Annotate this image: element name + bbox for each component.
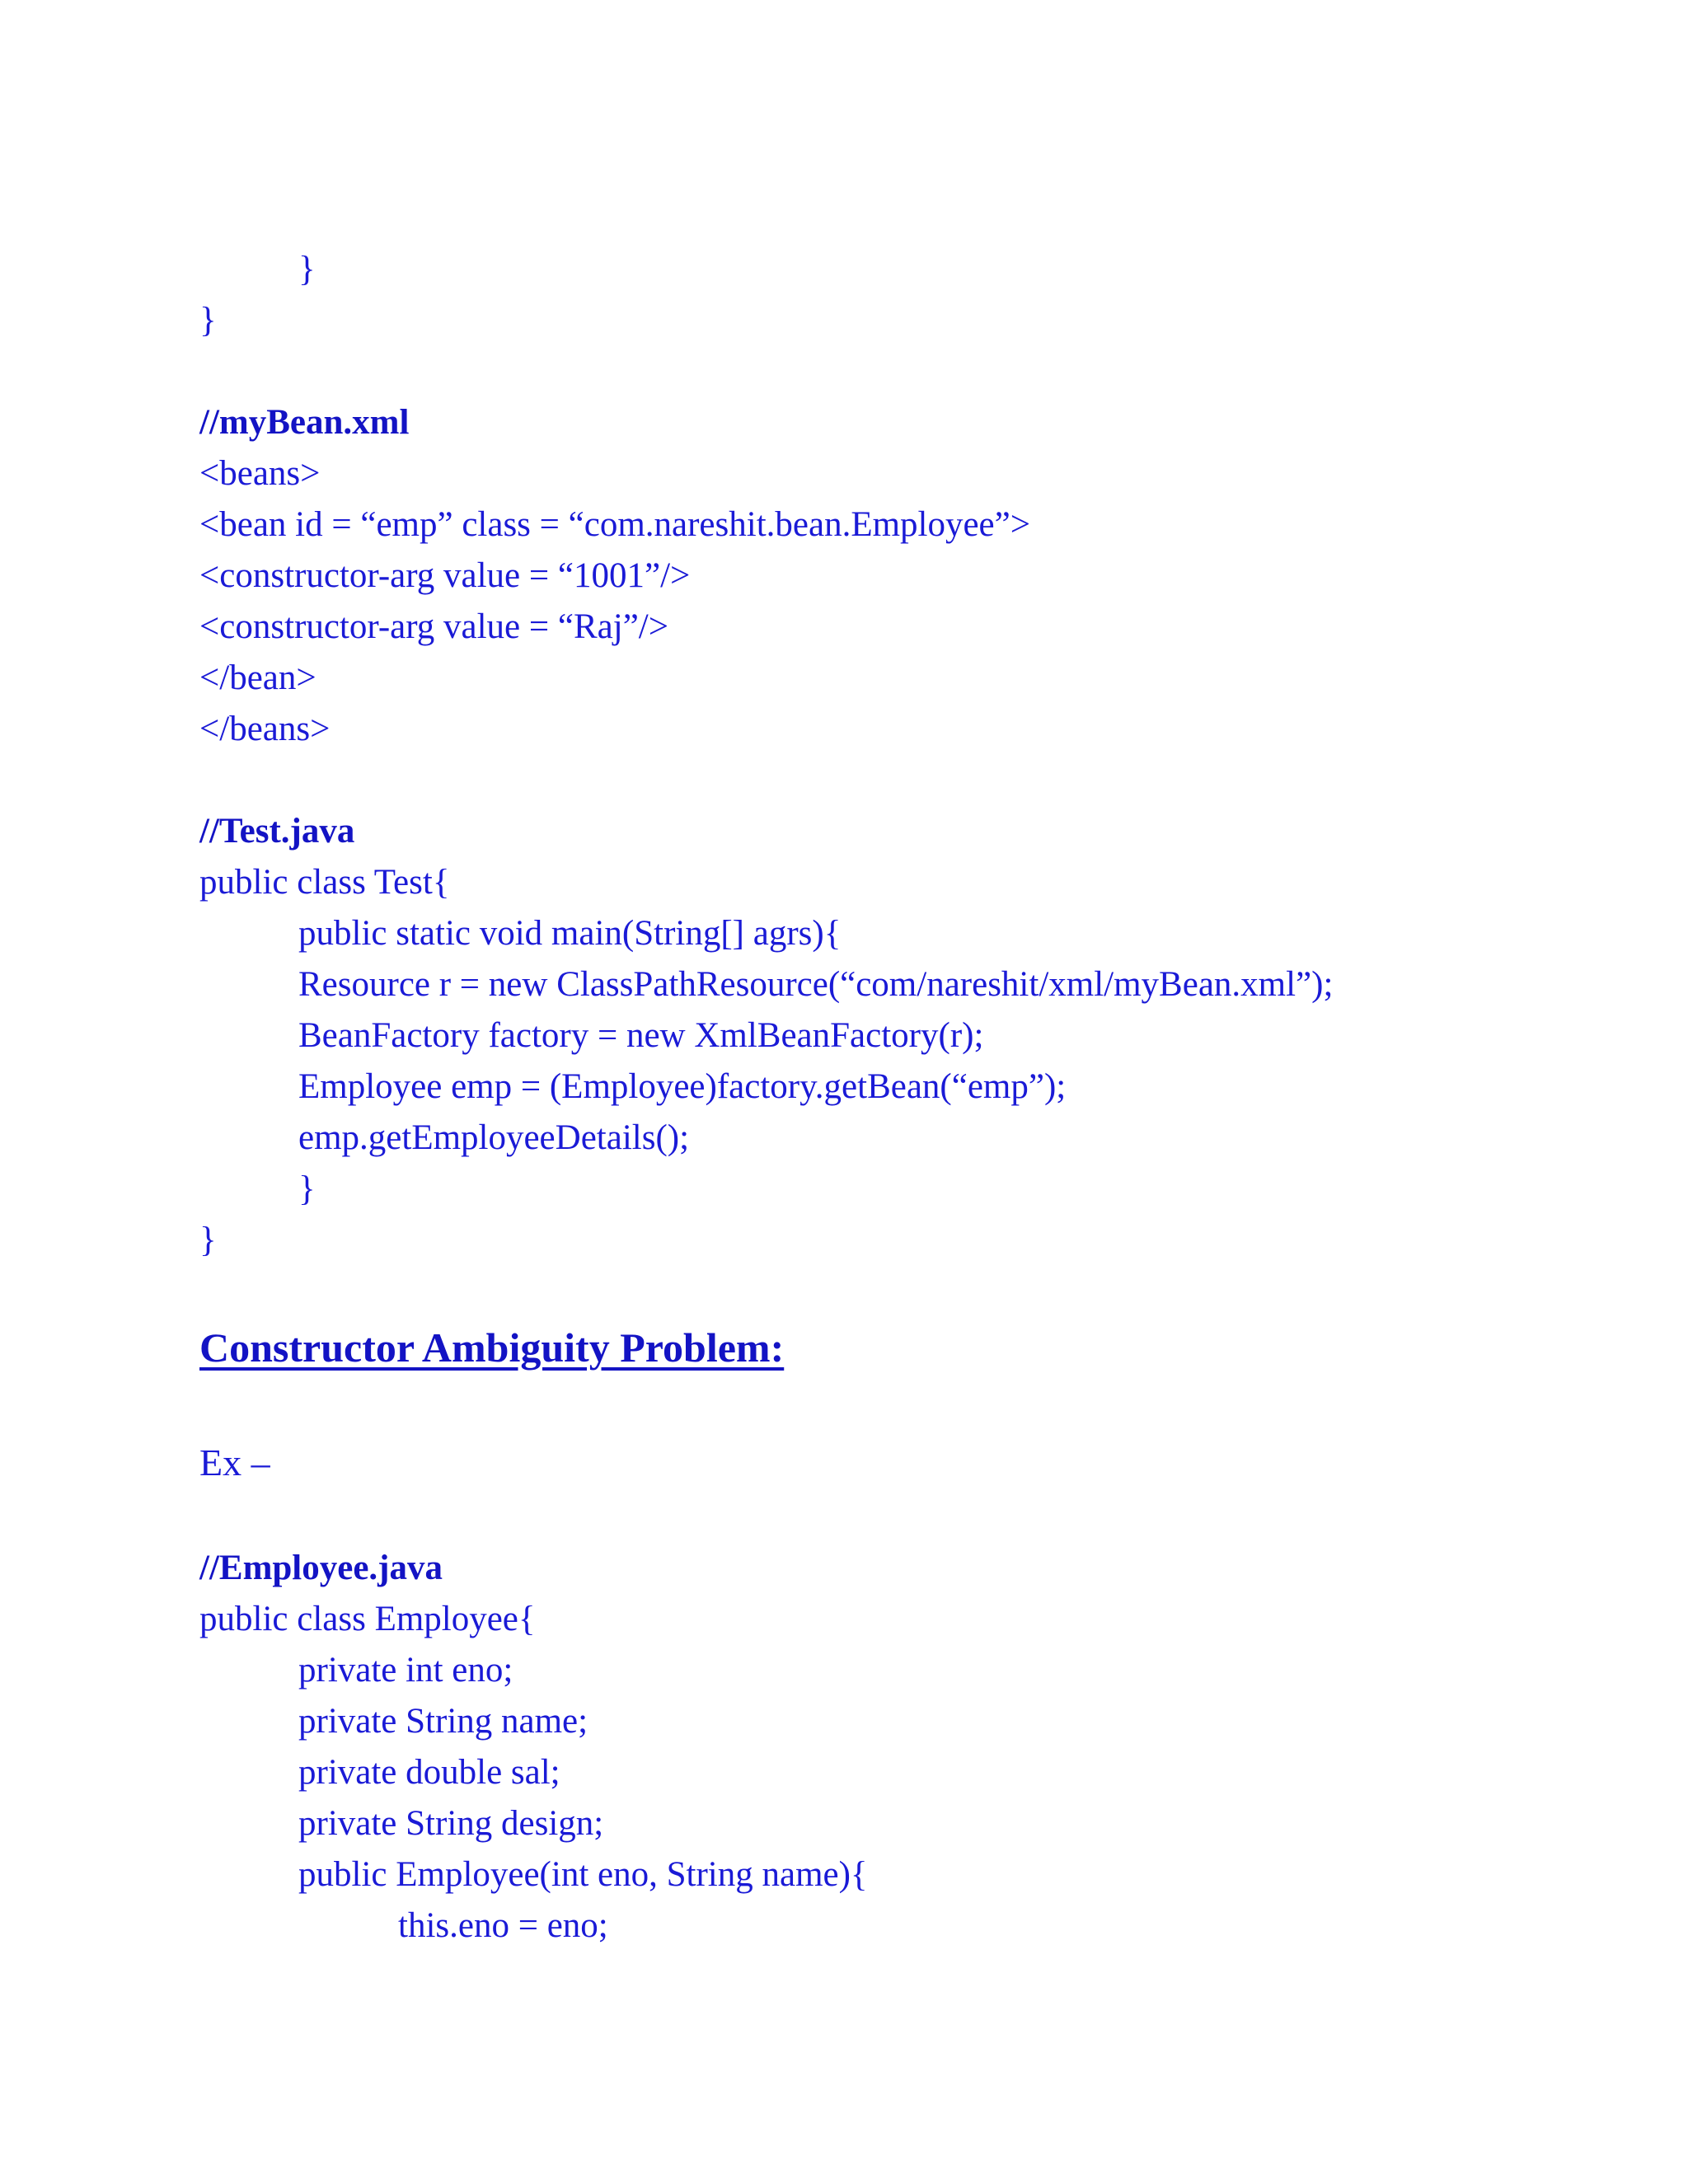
xml-line-beans-close: </beans>: [199, 710, 331, 748]
main-method-declaration: public static void main(String[] agrs){: [298, 914, 842, 953]
code-closing-brace-inner: }: [298, 250, 316, 288]
xml-line-bean-close: </bean>: [199, 658, 316, 697]
xml-line-beans-open: <beans>: [199, 454, 321, 493]
code-line-beanfactory: BeanFactory factory = new XmlBeanFactory(r);: [298, 1016, 984, 1055]
field-design: private String design;: [298, 1804, 604, 1843]
xml-line-constructor-arg-2: <constructor-arg value = “Raj”/>: [199, 607, 668, 646]
field-eno: private int eno;: [298, 1651, 513, 1690]
main-method-close-brace: }: [298, 1169, 316, 1208]
constructor-body-line: this.eno = eno;: [398, 1906, 608, 1945]
employee-java-comment: //Employee.java: [199, 1549, 443, 1587]
employee-class-declaration: public class Employee{: [199, 1600, 536, 1638]
field-sal: private double sal;: [298, 1753, 560, 1792]
xml-line-bean-open: <bean id = “emp” class = “com.nareshit.bean.Employee”>: [199, 505, 1030, 544]
example-label: Ex –: [199, 1441, 270, 1483]
test-class-declaration: public class Test{: [199, 863, 450, 902]
code-line-resource: Resource r = new ClassPathResource(“com/nareshit/xml/myBean.xml”);: [298, 965, 1334, 1004]
code-line-getbean: Employee emp = (Employee)factory.getBean(“emp”);: [298, 1067, 1067, 1106]
xml-line-constructor-arg-1: <constructor-arg value = “1001”/>: [199, 556, 691, 595]
code-closing-brace-outer: }: [199, 301, 217, 340]
test-java-comment: //Test.java: [199, 812, 355, 851]
mybean-xml-comment: //myBean.xml: [199, 403, 410, 442]
constructor-declaration: public Employee(int eno, String name){: [298, 1855, 868, 1894]
code-line-get-details: emp.getEmployeeDetails();: [298, 1118, 690, 1157]
test-class-close-brace: }: [199, 1221, 217, 1259]
field-name: private String name;: [298, 1702, 588, 1741]
section-heading: Constructor Ambiguity Problem:: [199, 1324, 785, 1371]
